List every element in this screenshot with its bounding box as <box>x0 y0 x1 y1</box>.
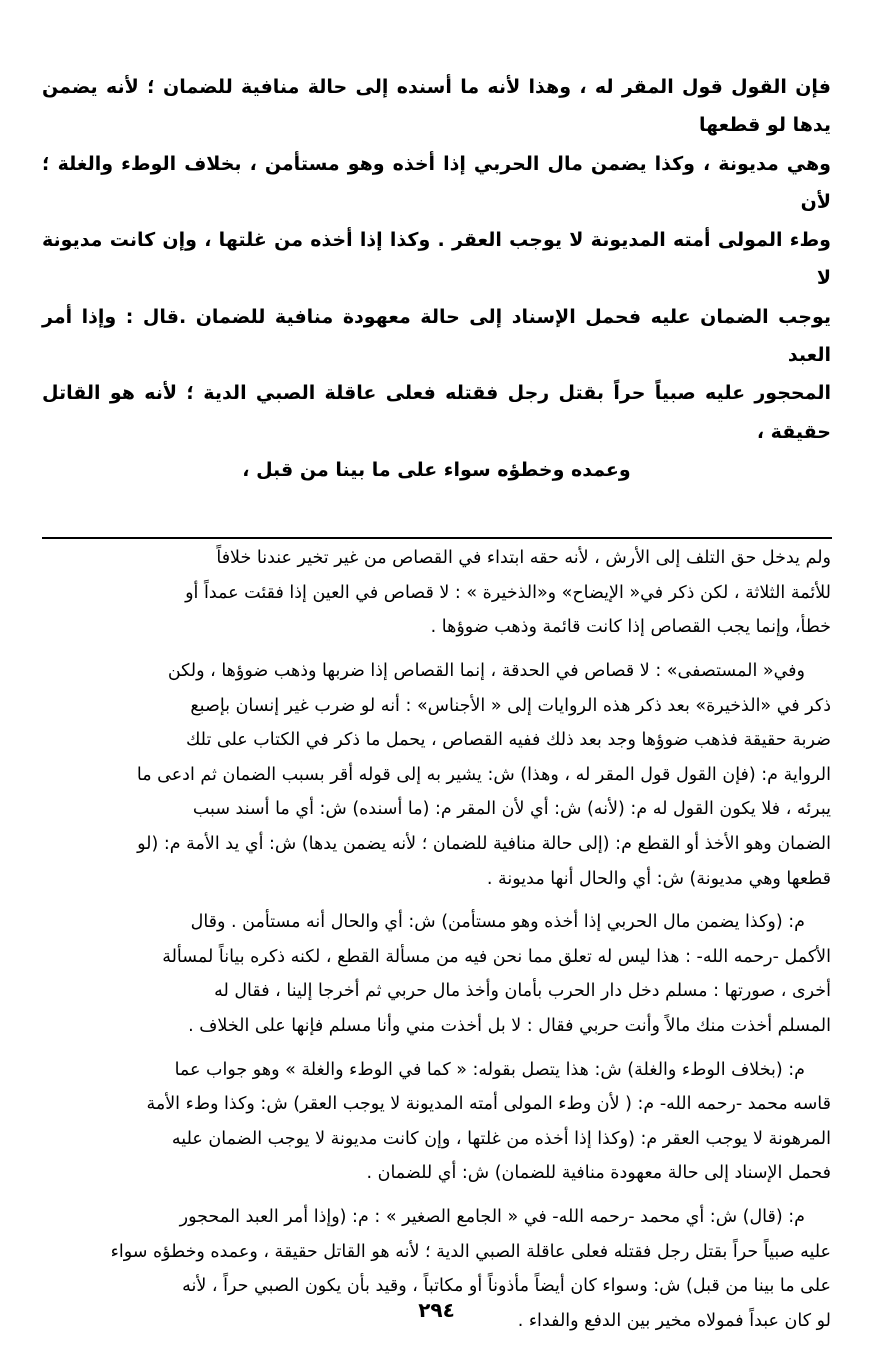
commentary-line: خطأ، وإنما يجب القصاص إذا كانت قائمة وذهب ضوؤها . <box>430 617 831 638</box>
commentary-line: لو كان عبداً فمولاه مخير بين الدفع والفداء . <box>517 1310 831 1331</box>
main-line: المحجور عليه صبياً حراً بقتل رجل فقتله فعلى عاقلة الصبي الدية ؛ لأنه هو القاتل حقيقة ، <box>42 382 831 443</box>
commentary-line: م: (وكذا يضمن مال الحربي إذا أخذه وهو مستأمن) ش: أي والحال أنه مستأمن . وقال <box>190 912 805 933</box>
commentary-line: الأكمل -رحمه الله- : هذا ليس له تعلق مما نحن فيه من مسألة القطع ، لكنه ذكره بياناً لمسألة <box>162 946 831 967</box>
main-line: فإن القول قول المقر له ، وهذا لأنه ما أسنده إلى حالة منافية للضمان ؛ لأنه يضمن يدها لو قطعها <box>42 76 831 137</box>
main-text <box>42 68 831 489</box>
commentary-line: قاسه محمد -رحمه الله- م: ( لأن وطء المولى أمته المديونة لا يوجب العقر) ش: وكذا وطء الأمة <box>146 1094 831 1115</box>
commentary-line: أخرى ، صورتها : مسلم دخل دار الحرب بأمان وأخذ مال حربي ثم أخرجا إلينا ، فقال له <box>214 981 831 1002</box>
main-line: وهي مديونة ، وكذا يضمن مال الحربي إذا أخذه وهو مستأمن ، بخلاف الوطء والغلة ؛ لأن <box>42 152 831 213</box>
commentary-line: الرواية م: (فإن القول قول المقر له ، وهذا) ش: يشير به إلى قوله أقر بسبب الضمان ثم ادعى ما <box>136 764 831 785</box>
commentary-line: المرهونة لا يوجب العقر م: (وكذا إذا أخذه من غلتها ، وإن كانت مديونة لا يوجب الضمان عليه <box>171 1128 831 1149</box>
commentary-line: وفي« المستصفى» : لا قصاص في الحدقة ، إنما القصاص إذا ضربها وذهب ضوؤها ، ولكن <box>167 661 805 682</box>
commentary <box>42 541 831 1338</box>
commentary-line: على ما بينا من قبل) ش: وسواء كان أيضاً مأذوناً أو مكاتباً ، وقيد بأن يكون الصبي حراً ، لأنه <box>182 1276 831 1297</box>
commentary-line: فحمل الإسناد إلى حالة معهودة منافية للضمان) ش: أي للضمان . <box>366 1163 831 1184</box>
commentary-line: عليه صبياً حراً بقتل رجل فقتله فعلى عاقلة الصبي الدية ؛ لأنه هو القاتل حقيقة ، وعمده وخطؤه سواء <box>110 1241 831 1262</box>
commentary-line: يبرئه ، فلا يكون القول له م: (لأنه) ش: أي لأن المقر م: (ما أسنده) ش: أي ما أسند سبب <box>192 799 831 820</box>
commentary-line: ضربة حقيقة فذهب ضوؤها وجد بعد ذلك ففيه القصاص ، يحمل ما ذكر في الكتاب على تلك <box>185 730 831 751</box>
main-line: وطء المولى أمته المديونة لا يوجب العقر . وكذا إذا أخذه من غلتها ، وإن كانت مديونة لا <box>42 229 831 290</box>
commentary-line: للأئمة الثلاثة ، لكن ذكر في« الإيضاح» و«الذخيرة » : لا قصاص في العين إذا فقئت عمداً أو <box>185 582 831 603</box>
commentary-line: الضمان وهو الأخذ أو القطع م: (إلى حالة منافية للضمان ؛ لأنه يضمن يدها) ش: أي يد الأمة م: (لو <box>137 834 831 855</box>
commentary-line: ذكر في «الذخيرة» بعد ذكر هذه الروايات إلى « الأجناس» : أنه لو ضرب غير إنسان بإصبع <box>190 695 831 716</box>
commentary-line: م: (بخلاف الوطء والغلة) ش: هذا يتصل بقوله: « كما في الوطء والغلة » وهو جواب عما <box>174 1059 805 1080</box>
commentary-line: قطعها وهي مديونة) ش: أي والحال أنها مديونة . <box>486 868 831 889</box>
commentary-line: ولم يدخل حق التلف إلى الأرش ، لأنه حقه ابتداء في القصاص من غير تخير عندنا خلافاً <box>216 548 831 569</box>
main-line: وعمده وخطؤه سواء على ما بينا من قبل ، <box>242 458 631 481</box>
commentary-line: م: (قال) ش: أي محمد -رحمه الله- في « الجامع الصغير » : م: (وإذا أمر العبد المحجور <box>179 1206 805 1227</box>
footnote-divider <box>42 537 832 539</box>
page-number: ٢٩٤ <box>418 1298 455 1322</box>
commentary-line: المسلم أخذت منك مالاً وأنت حربي فقال : لا بل أخذت مني وأنا مسلم فإنها على الخلاف . <box>188 1015 831 1036</box>
main-line: يوجب الضمان عليه فحمل الإسناد إلى حالة معهودة منافية للضمان .قال : وإذا أمر العبد <box>42 305 831 367</box>
